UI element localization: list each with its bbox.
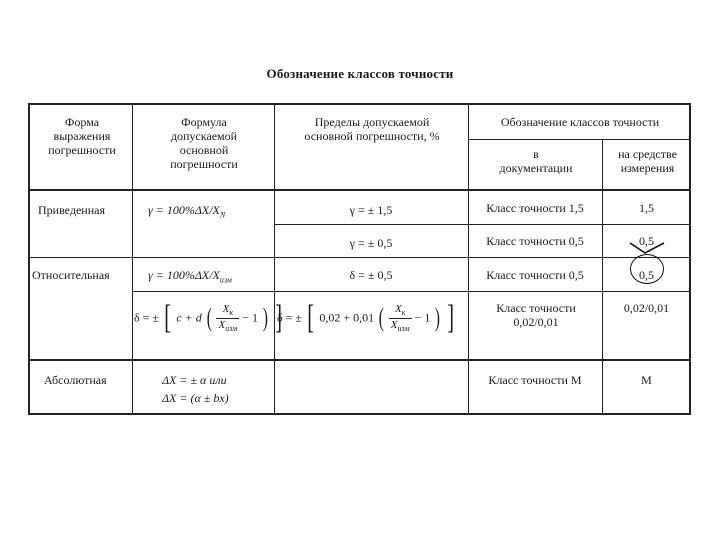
col-divider-1 [132,105,133,413]
limit-reduced-2: γ = ± 0,5 [349,236,393,250]
left-paren-2-icon: ( [378,303,385,332]
formula2-delta: δ = ± [134,310,160,325]
doc-reduced-2: Класс точности 0,5 [486,234,584,248]
formula-absolute-a: ΔX = ± α или [162,373,227,387]
frac-num: X [222,303,230,316]
accuracy-class-table [28,103,691,415]
formula-relative-main: γ = 100%ΔX/X [148,268,220,282]
header-class-designation: Обозначение классов точности [500,115,660,129]
formula-relative [148,268,232,284]
mark-relative-1: 0,5 [639,268,654,282]
right-square-bracket-icon: ] [274,299,282,336]
header-in-documents: в документации [499,147,573,175]
row-divider-absolute [30,359,691,361]
right-square-bracket-2-icon: ] [447,299,455,336]
doc-absolute: Класс точности М [488,373,582,387]
form-reduced: Приведенная [38,203,105,217]
left-square-bracket-2-icon: [ [307,299,315,336]
mark-absolute: М [641,373,652,387]
frac-den: X [218,318,226,331]
doc-relative-1: Класс точности 0,5 [486,268,584,282]
form-relative: Относительная [32,268,110,282]
right-paren-2-icon: ) [435,303,441,332]
header-limits: Пределы допускаемой основной погрешности, % [304,115,440,143]
fraction-xk-xizm [216,303,239,332]
row-divider-relative [30,257,691,258]
page-title: Обозначение классов точности [266,66,454,81]
fraction-2-xk-xizm [389,303,412,332]
col-divider-3 [468,105,469,413]
doc-reduced-1: Класс точности 1,5 [486,201,584,215]
mark-reduced-2: 0,5 [639,234,654,248]
mark-relative-2: 0,02/0,01 [623,301,670,315]
frac-den-sub: изм [225,323,238,333]
header-bottom-line [30,189,691,191]
formula-relative-sub: изм [219,275,232,285]
row-divider-reduced-split [274,224,691,225]
limit-relative-1: δ = ± 0,5 [349,268,393,282]
header-subdivider [468,139,691,140]
left-paren-icon: ( [206,303,212,332]
frac2-den-sub: изм [397,323,410,333]
frac2-num-sub: к [401,308,406,318]
limit2-delta: δ = ± [277,310,303,325]
circle-mark-icon [630,254,664,284]
formula-reduced-main: γ = 100%ΔX/X [148,203,220,217]
header-on-instrument: на средстве измерения [618,147,677,175]
frac-num-sub: к [229,308,234,318]
header-form: Форма выражения погрешности [48,115,116,157]
frac2-den: X [390,318,398,331]
left-square-bracket-icon: [ [164,299,172,336]
formula-reduced-sub: N [219,210,226,220]
minus-one: − 1 [242,310,258,325]
doc-relative-2: Класс точности 0,02/0,01 [496,301,576,329]
formula-absolute-b: ΔX = (α ± bx) [162,391,229,405]
row-divider-relative-split [132,291,691,292]
limit-relative-bracket [274,299,456,336]
form-absolute: Абсолютная [44,373,107,387]
formula-reduced [148,203,225,219]
header-formula: Формула допускаемой основной погрешности [170,115,238,171]
formula2-cd: c + d [176,310,202,325]
minus-one-2: − 1 [414,310,431,325]
col-divider-2 [274,105,275,413]
right-paren-icon: ) [262,303,268,332]
formula-relative-bracket [134,301,284,335]
frac2-num: X [394,303,402,316]
mark-reduced-1: 1,5 [639,201,654,215]
limit-reduced-1: γ = ± 1,5 [349,203,393,217]
limit2-coef: 0,02 + 0,01 [319,310,375,325]
